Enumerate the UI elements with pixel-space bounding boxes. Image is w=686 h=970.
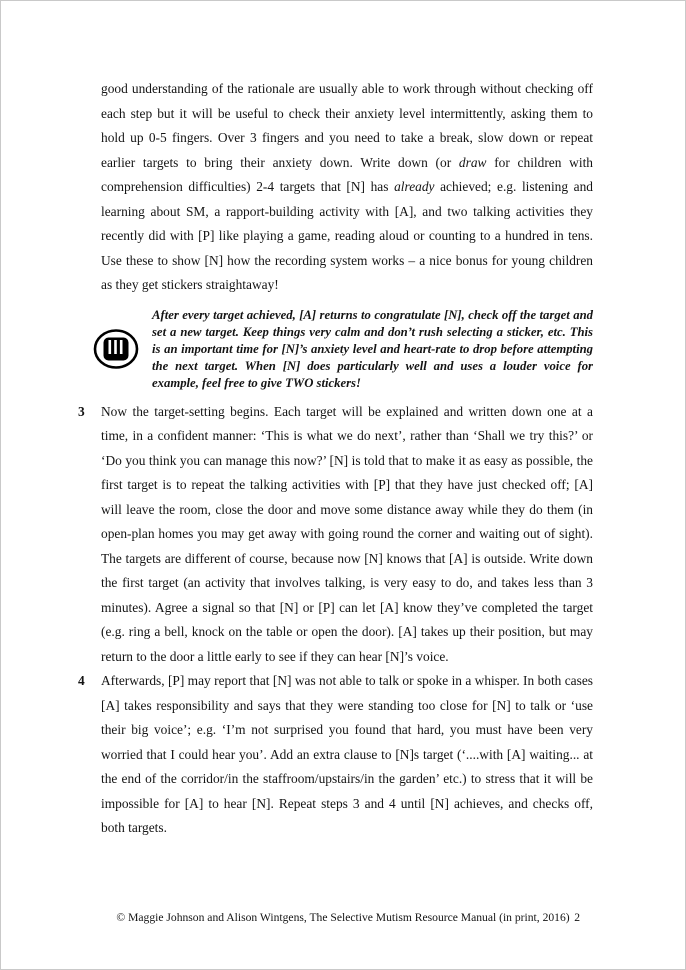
intro-paragraph: good understanding of the rationale are usually able to work through without checking off each step but it will be useful to check their anxiety level intermittently, asking them to hold up 0-5 fingers. Over 3 fingers and you need to take a break, slow down or repeat earlier targets to bring their anxiety down. Write down (or draw for children with comprehension difficulties) 2-4 targets that [N] has already achieved; e.g. listening and learning about SM, a rapport-building activity with [A], and two talking activities they recently did with [P] like playing a game, reading aloud or counting to a hundred in tens. Use these to show [N] how the recording system works – a nice bonus for young children as they get stickers straightaway! <box>101 81 593 292</box>
list-item-text: Now the target-setting begins. Each target will be explained and written down one at a time, in a confident manner: ‘This is what we do next’, rather than ‘Shall we try this?’ or ‘Do you think you can manage this now?’ [N] is told that to make it as easy as possible, the first target is to repeat the talking activities with [P] that they have just checked off; [A] will leave the room, close the door and move some distance away while they do them (in open-plan homes you may get away with going round the corner and waiting out of sight). The targets are different of course, because now [N] knows that [A] is outside. Write down the first target (an activity that involves talking, is very easy to do, and takes less than 3 minutes). Agree a signal so that [N] or [P] can let [A] know they’ve completed the target (e.g. ring a bell, knock on the table or open the door). [A] takes up their position, but may return to the door a little early to see if they can hear [N]’s voice. <box>101 403 593 664</box>
list-item-text: Afterwards, [P] may report that [N] was not able to talk or spoke in a whisper. In both cases [A] takes responsibility and says that they were standing too close for [N] to talk or ‘use their big voice’; e.g. ‘I’m not surprised you found that hard, you must have been very worried that I could hear you’. Add an extra clause to [N]s target (‘....with [A] waiting... at the end of the corridor/in the staffroom/upstairs/in the garden’ etc.) to stress that it will be impossible for [A] to hear [N]. Repeat steps 3 and 4 until [N] achieves, and checks off, both targets. <box>101 673 593 835</box>
page-footer <box>1 911 685 931</box>
hand-fingers-icon <box>93 329 139 369</box>
list-number: 3 <box>78 403 85 419</box>
list-item-4 <box>78 669 593 841</box>
note-text: After every target achieved, [A] returns to congratulate [N], check off the target and set a new target. Keep things very calm and don’t rush selecting a sticker, etc. This is an important time for [N]’s anxiety level and heart-rate to drop before attempting the next target. When [N] does particularly well and uses a louder voice for example, feel free to give TWO stickers! <box>152 307 593 390</box>
footer-copyright: © Maggie Johnson and Alison Wintgens, The Selective Mutism Resource Manual (in print, 2016) <box>116 911 570 924</box>
page-content <box>78 77 593 841</box>
list-item-3 <box>78 400 593 670</box>
list-number: 4 <box>78 673 85 688</box>
note-block <box>93 307 593 392</box>
page-number: 2 <box>574 911 580 924</box>
